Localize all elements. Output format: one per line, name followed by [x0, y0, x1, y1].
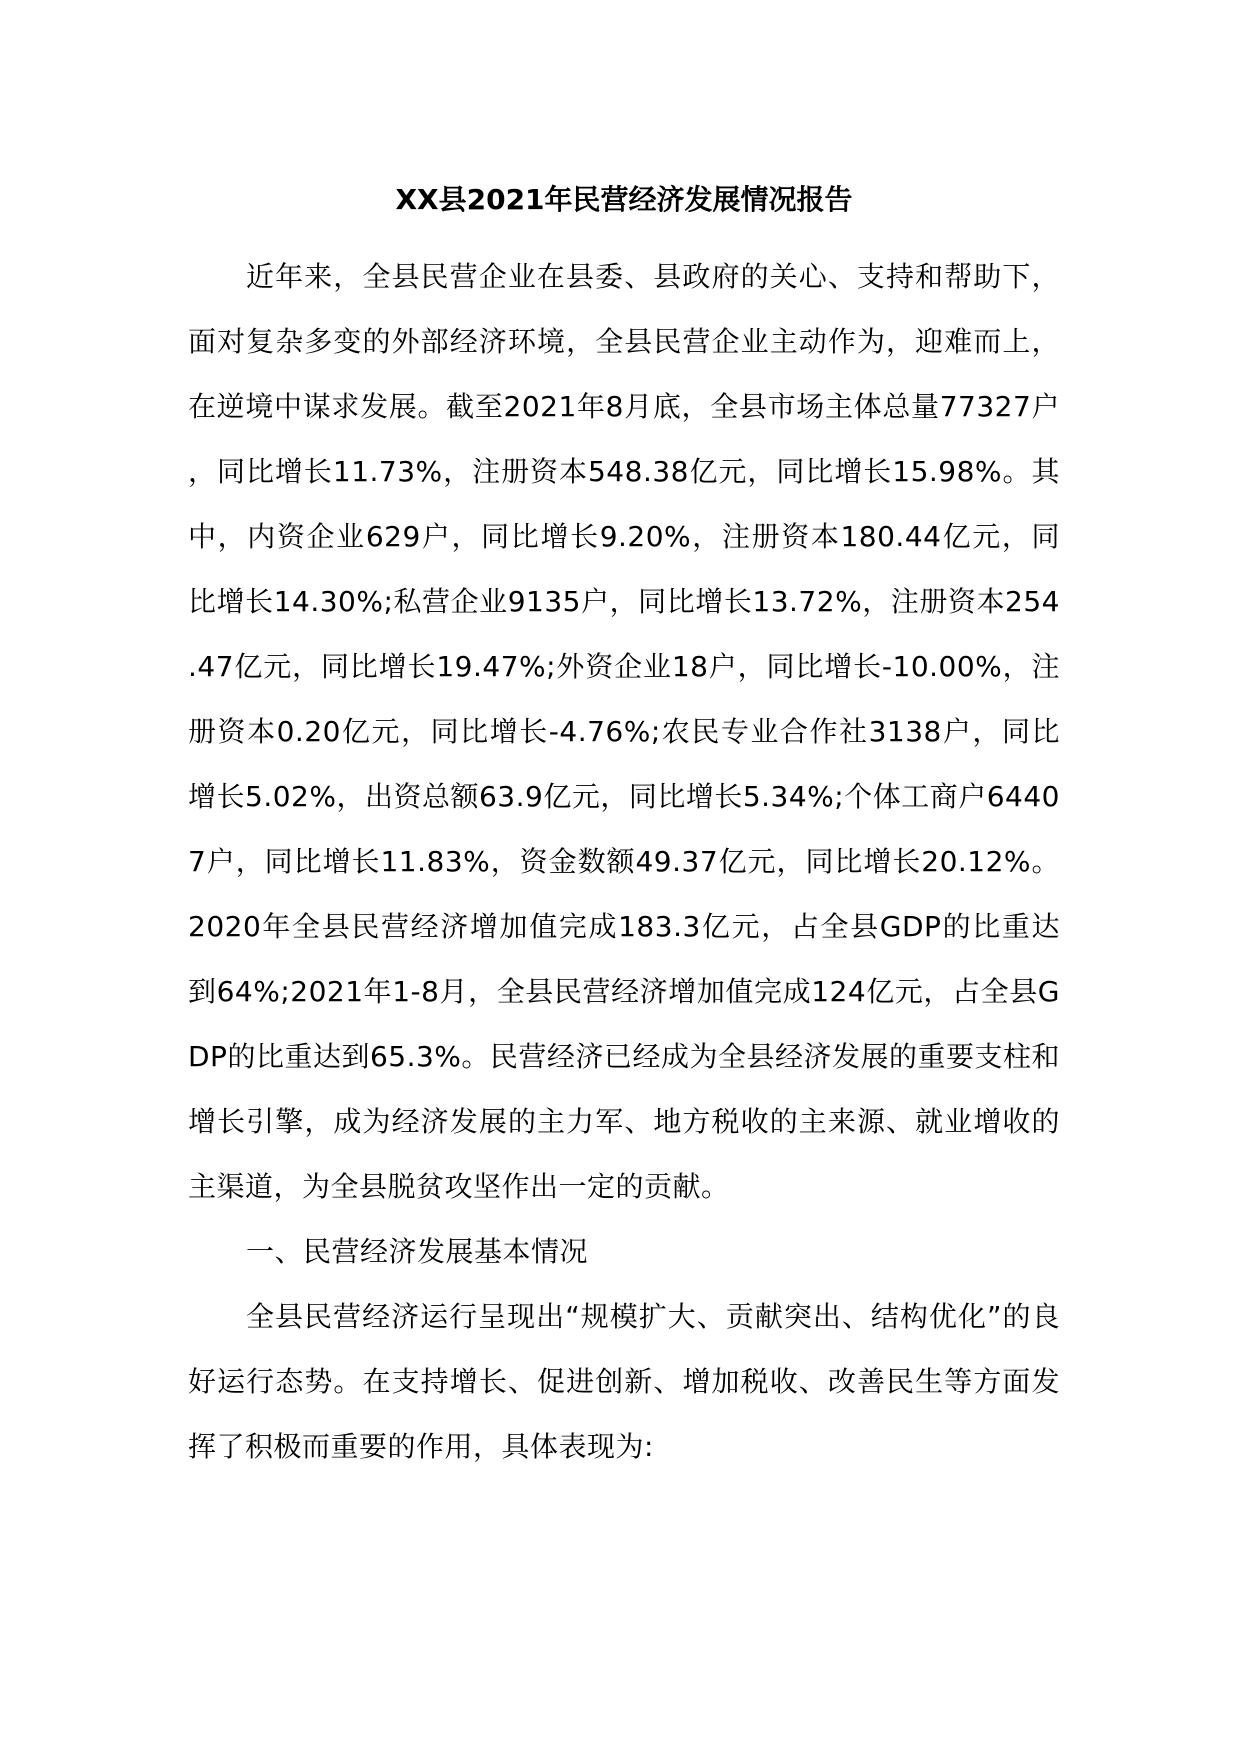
document-body — [188, 244, 1060, 1479]
section-heading: 一、民营经济发展基本情况 — [246, 1235, 589, 1268]
section-paragraph: 全县民营经济运行呈现出“规模扩大、贡献突出、结构优化”的良好运行态势。在支持增长、促进创新、增加税收、改善民生等方面发挥了积极而重要的作用，具体表现为: — [188, 1300, 1060, 1463]
document-title: XX县2021年民营经济发展情况报告 — [395, 183, 853, 216]
intro-paragraph: 近年来，全县民营企业在县委、县政府的关心、支持和帮助下，面对复杂多变的外部经济环境，全县民营企业主动作为，迎难而上，在逆境中谋求发展。截至2021年8月底，全县市场主体总量77327户，同比增长11.73%，注册资本548.38亿元，同比增长15.98%。其中，内资企业629户，同比增长9.20%，注册资本180.44亿元，同比增长14.30%;私营企业9135户，同比增长13.72%，注册资本254.47亿元，同比增长19.47%;外资企业18户，同比增长-10.00%，注册资本0.20亿元，同比增长-4.76%;农民专业合作社3138户，同比增长5.02%，出资总额63.9亿元，同比增长5.34%;个体工商户64407户，同比增长11.83%，资金数额49.37亿元，同比增长20.12%。2020年全县民营经济增加值完成183.3亿元，占全县GDP的比重达到64%;2021年1-8月，全县民营经济增加值完成124亿元，占全县GDP的比重达到65.3%。民营经济已经成为全县经济发展的重要支柱和增长引擎，成为经济发展的主力军、地方税收的主来源、就业增收的主渠道，为全县脱贫攻坚作出一定的贡献。 — [188, 260, 1060, 1203]
